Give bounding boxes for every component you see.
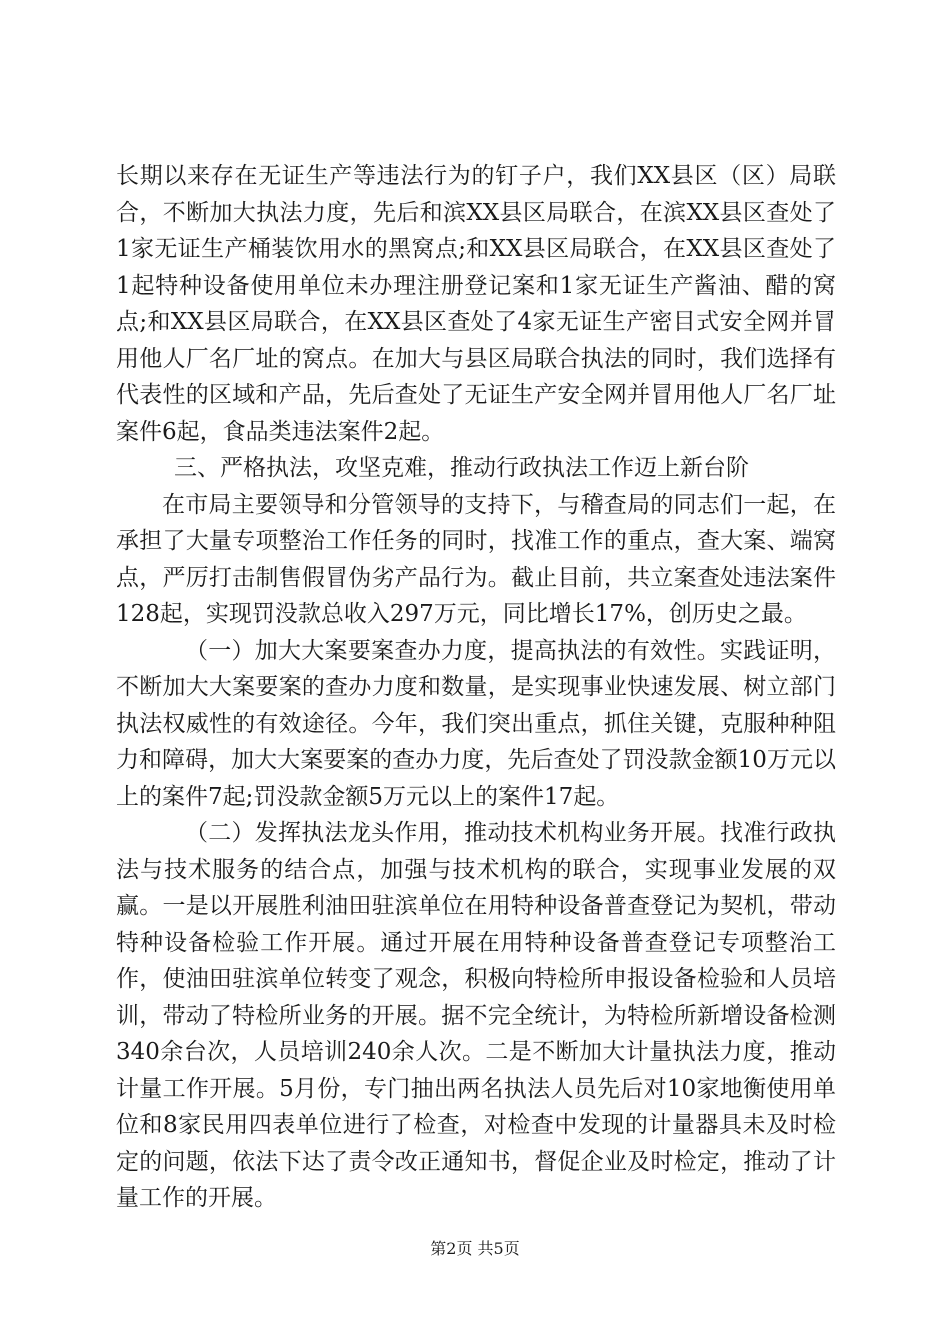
subsection-paragraph-1: （一）加大大案要案查办力度，提高执法的有效性。实践证明，不断加大大案要案的查办力度和数量，是实现事业快速发展、树立部门执法权威性的有效途径。今年，我们突出重点，抓住关键，克服种种阻力和障碍，加大大案要案的查办力度，先后查处了罚没款金额10万元以上的案件7起;罚没款金额5万元以上的案件17起。 [116,637,836,810]
paragraph-continuation: 长期以来存在无证生产等违法行为的钉子户，我们XX县区（区）局联合，不断加大执法力度，先后和滨XX县区局联合，在滨XX县区查处了1家无证生产桶装饮用水的黑窝点;和XX县区局联合，在XX县区查处了1起特种设备使用单位未办理注册登记案和1家无证生产酱油、醋的窝点;和XX县区局联合，在XX县区查处了4家无证生产密目式安全网并冒用他人厂名厂址的窝点。在加大与县区局联合执法的同时，我们选择有代表性的区域和产品，先后查处了无证生产安全网并冒用他人厂名厂址案件6起，食品类违法案件2起。 [116,163,836,445]
section-heading: 三、严格执法，攻坚克难，推动行政执法工作迈上新台阶 [174,455,749,481]
paragraph-body: 在市局主要领导和分管领导的支持下，与稽查局的同志们一起，在承担了大量专项整治工作任务的同时，找准工作的重点，查大案、端窝点，严厉打击制售假冒伪劣产品行为。截止目前，共立案查处违法案件128起，实现罚没款总收入297万元，同比增长17%，创历史之最。 [116,491,836,627]
page-footer: 第2页 共5页 [430,1239,520,1258]
document-body [116,158,836,1217]
subsection-paragraph-2: （二）发挥执法龙头作用，推动技术机构业务开展。找准行政执法与技术服务的结合点，加强与技术机构的联合，实现事业发展的双赢。一是以开展胜利油田驻滨单位在用特种设备普查登记为契机，带动特种设备检验工作开展。通过开展在用特种设备普查登记专项整治工作，使油田驻滨单位转变了观念，积极向特检所申报设备检验和人员培训，带动了特检所业务的开展。据不完全统计，为特检所新增设备检测340余台次，人员培训240余人次。二是不断加大计量执法力度，推动计量工作开展。5月份，专门抽出两名执法人员先后对10家地衡使用单位和8家民用四表单位进行了检查，对检查中发现的计量器具未及时检定的问题，依法下达了责令改正通知书，督促企业及时检定，推动了计量工作的开展。 [116,820,836,1211]
